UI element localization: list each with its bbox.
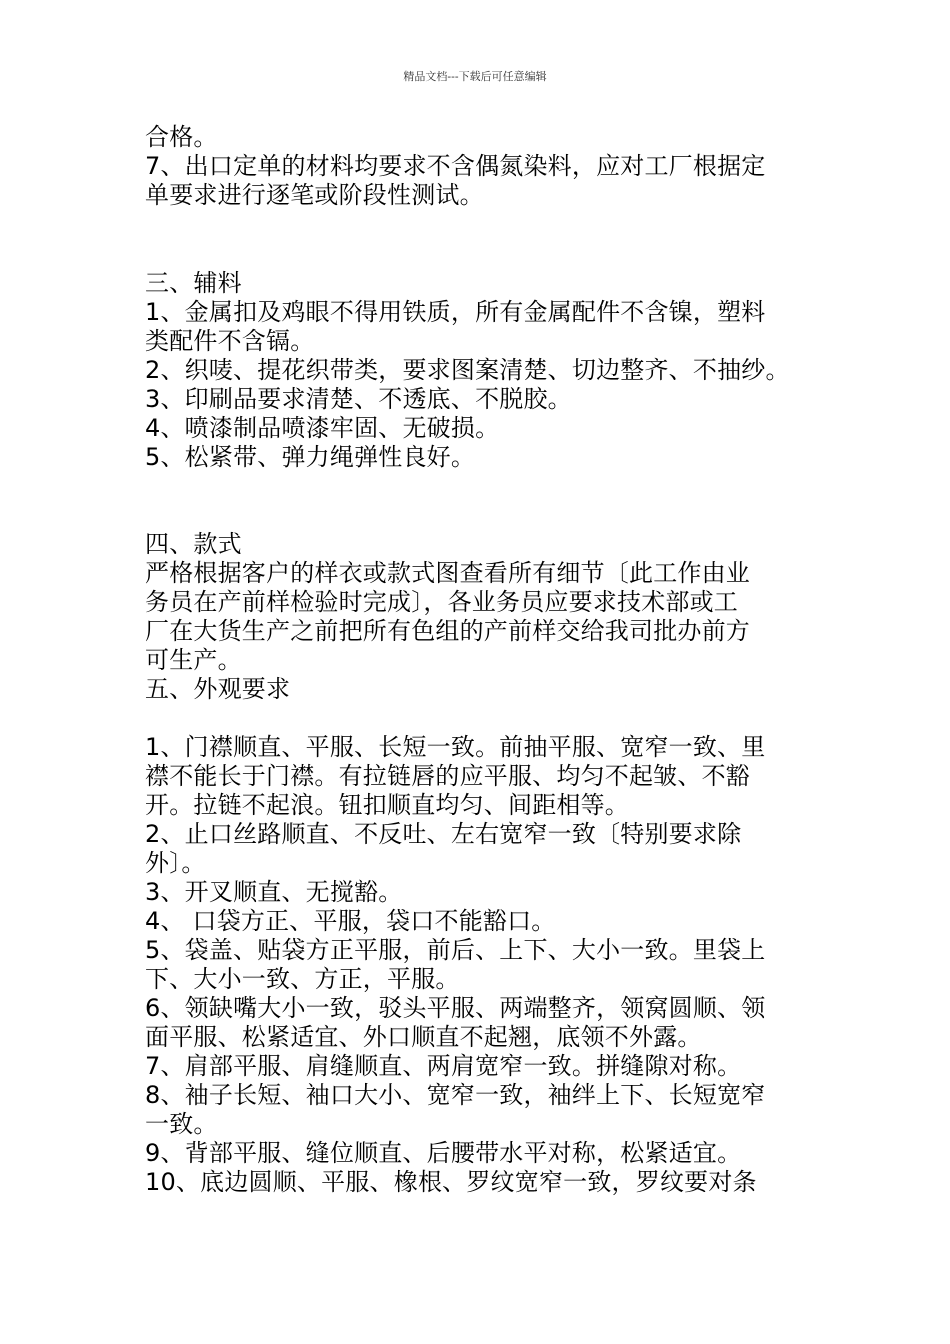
paragraph-line: 7、出口定单的材料均要求不含偶氮染料，应对工厂根据定 bbox=[145, 152, 766, 180]
paragraph-line: 8、袖子长短、袖口大小、宽窄一致，袖绊上下、长短宽窄 bbox=[145, 1081, 766, 1109]
paragraph-line: 务员在产前样检验时完成〕，各业务员应要求技术部或工 bbox=[145, 588, 738, 616]
section-title-accessories: 三、辅料 bbox=[145, 269, 242, 297]
spacer bbox=[145, 472, 825, 530]
paragraph-line: 5、袋盖、贴袋方正平服，前后、上下、大小一致。里袋上 bbox=[145, 936, 766, 964]
paragraph-line: 2、止口丝路顺直、不反吐、左右宽窄一致〔特别要求除 bbox=[145, 820, 742, 848]
paragraph-line: 类配件不含镉。 bbox=[145, 327, 315, 355]
paragraph-line: 襟不能长于门襟。有拉链唇的应平服、均匀不起皱、不豁 bbox=[145, 762, 750, 790]
paragraph-line: 单要求进行逐笔或阶段性测试。 bbox=[145, 181, 484, 209]
paragraph-line: 厂在大货生产之前把所有色组的产前样交给我司批办前方 bbox=[145, 617, 750, 645]
paragraph-line: 2、织唛、提花织带类，要求图案清楚、切边整齐、不抽纱。 bbox=[145, 356, 790, 384]
paragraph-line: 外〕。 bbox=[145, 849, 206, 877]
paragraph-line: 3、印刷品要求清楚、不透底、不脱胶。 bbox=[145, 385, 572, 413]
spacer bbox=[145, 210, 825, 269]
paragraph-line: 下、大小一致、方正，平服。 bbox=[145, 965, 460, 993]
paragraph-line: 1、金属扣及鸡眼不得用铁质，所有金属配件不含镍，塑料 bbox=[145, 298, 766, 326]
paragraph-line: 严格根据客户的样衣或款式图查看所有细节〔此工作由业 bbox=[145, 559, 750, 587]
paragraph-line: 4、 口袋方正、平服，袋口不能豁口。 bbox=[145, 907, 556, 935]
paragraph-line: 一致。 bbox=[145, 1110, 218, 1138]
paragraph-line: 开。拉链不起浪。钮扣顺直均匀、间距相等。 bbox=[145, 791, 629, 819]
section-title-appearance: 五、外观要求 bbox=[145, 675, 291, 703]
paragraph-line: 10、底边圆顺、平服、橡根、罗纹宽窄一致，罗纹要对条 bbox=[145, 1168, 757, 1196]
paragraph-line: 6、领缺嘴大小一致，驳头平服、两端整齐，领窝圆顺、领 bbox=[145, 994, 766, 1022]
spacer bbox=[145, 704, 825, 733]
paragraph-line: 合格。 bbox=[145, 123, 218, 151]
document-body bbox=[145, 123, 825, 1197]
paragraph-line: 4、喷漆制品喷漆牢固、无破损。 bbox=[145, 414, 500, 442]
paragraph-line: 9、背部平服、缝位顺直、后腰带水平对称，松紧适宜。 bbox=[145, 1139, 742, 1167]
page-header: 精品文档---下载后可任意编辑 bbox=[403, 70, 547, 83]
section-title-style: 四、款式 bbox=[145, 530, 242, 558]
paragraph-line: 7、肩部平服、肩缝顺直、两肩宽窄一致。拼缝隙对称。 bbox=[145, 1052, 742, 1080]
paragraph-line: 5、松紧带、弹力绳弹性良好。 bbox=[145, 443, 476, 471]
paragraph-line: 可生产。 bbox=[145, 646, 242, 674]
paragraph-line: 3、开叉顺直、无搅豁。 bbox=[145, 878, 403, 906]
paragraph-line: 面平服、松紧适宜、外口顺直不起翘，底领不外露。 bbox=[145, 1023, 702, 1051]
paragraph-line: 1、门襟顺直、平服、长短一致。前抽平服、宽窄一致、里 bbox=[145, 733, 766, 761]
